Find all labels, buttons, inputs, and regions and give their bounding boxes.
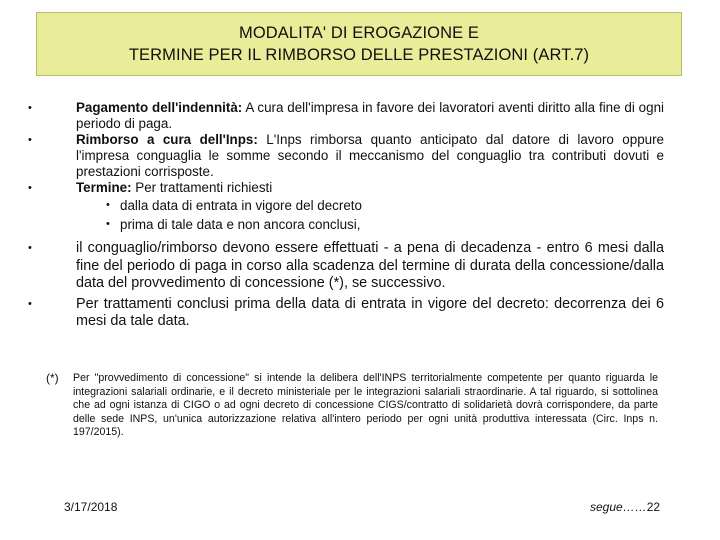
footer-next-label: segue……	[590, 500, 647, 514]
footnote	[46, 372, 658, 440]
footer-page-info	[590, 500, 660, 514]
bullet-list	[28, 100, 664, 331]
sub-bullet-dalla-data	[76, 196, 664, 215]
bullet-text: Per trattamenti conclusi prima della data di entrata in vigore del decreto: decorrenza dei 6 mesi da tale data.	[76, 295, 664, 329]
bullet-dot-icon: •	[28, 134, 32, 146]
slide-title-box	[36, 12, 682, 76]
bullet-text: Per trattamenti richiesti	[131, 180, 273, 195]
bullet-conguaglio	[28, 240, 664, 293]
bullet-label: Termine:	[76, 180, 132, 195]
sub-bullet-prima	[76, 215, 664, 234]
bullet-label: Rimborso a cura dell'Inps:	[76, 132, 258, 147]
bullet-dot-icon: •	[28, 182, 32, 194]
title-line-1: MODALITA' DI EROGAZIONE E	[238, 24, 480, 42]
sub-bullet-text: prima di tale data e non ancora conclusi,	[120, 217, 361, 232]
title-line-2: TERMINE PER IL RIMBORSO DELLE PRESTAZIONI (ART.7)	[128, 46, 590, 64]
sub-bullet-text: dalla data di entrata in vigore del decreto	[120, 198, 362, 213]
footnote-mark: (*)	[46, 371, 59, 385]
bullet-dot-icon: •	[28, 102, 32, 114]
bullet-text: il conguaglio/rimborso devono essere effettuati - a pena di decadenza - entro 6 mesi dalla fine del periodo di paga in corso alla scadenza del termine di durata della concessione/dalla data del provvedimento di concessione (*), se successivo.	[76, 240, 664, 291]
footer-date: 3/17/2018	[64, 500, 118, 514]
bullet-rimborso	[28, 132, 664, 180]
bullet-label: Pagamento dell'indennità:	[76, 100, 243, 115]
bullet-trattamenti-conclusi	[28, 296, 664, 331]
sub-bullet-dot-icon: •	[106, 199, 110, 211]
bullet-text: A cura dell'impresa in favore dei lavoratori aventi diritto alla fine di ogni periodo di paga.	[76, 100, 664, 131]
bullet-termine	[28, 180, 664, 196]
bullet-dot-icon: •	[28, 242, 32, 254]
page-number: 22	[646, 500, 661, 514]
footnote-text: Per "provvedimento di concessione" si intende la delibera dell'INPS territorialmente competente per quanto riguarda le integrazioni salariali ordinarie, e il decreto ministeriale per le integrazioni salariali straordinarie. A tal riguardo, si sottolinea che ad ogni istanza di CIGO o ad ogni decreto di concessione CIGS/contratto di solidarietà dovrà corrispondere, da parte delle sede INPS, un'unica autorizzazione relativa all'intero periodo per ogni unità produttiva interessata (Circ. Inps n. 197/2015).	[73, 372, 658, 439]
bullet-dot-icon: •	[28, 297, 32, 310]
bullet-text: L'Inps rimborsa quanto anticipato dal datore di lavoro oppure l'impresa conguaglia le somme secondo il meccanismo del conguaglio tra contributi dovuti e prestazioni corrisposte.	[76, 132, 665, 179]
bullet-pagamento	[28, 100, 664, 132]
sub-bullet-dot-icon: •	[106, 218, 110, 230]
